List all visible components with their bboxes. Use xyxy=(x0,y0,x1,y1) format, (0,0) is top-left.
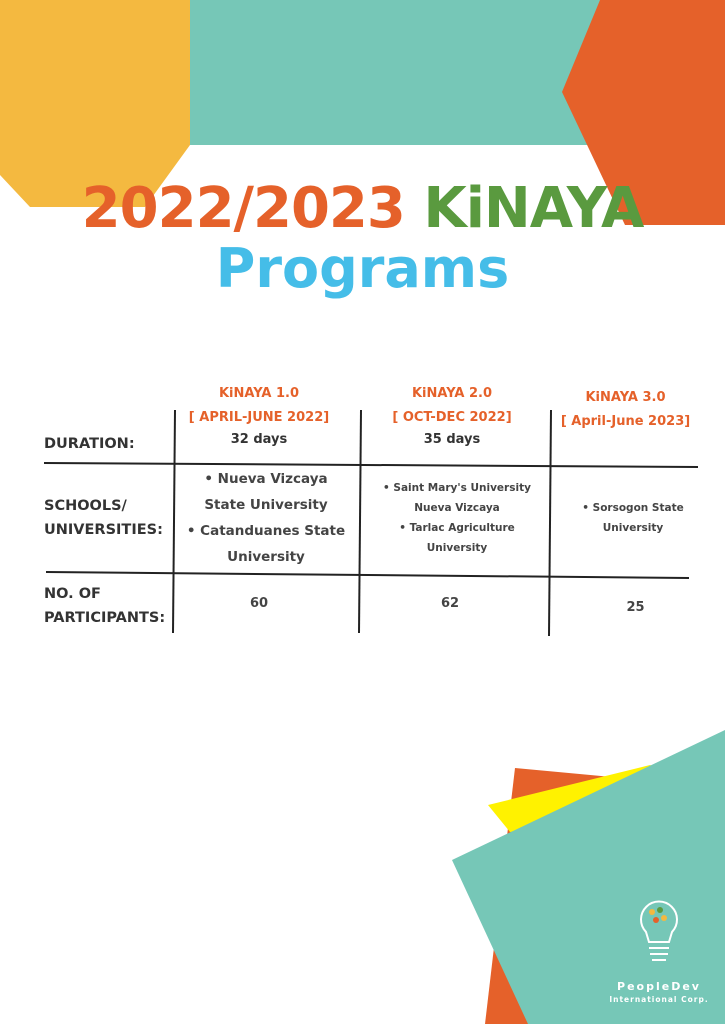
page-title xyxy=(0,178,725,240)
column-header-kinaya-3 xyxy=(553,386,698,434)
participants-kinaya-2: 62 xyxy=(440,596,460,611)
participants-kinaya-3: 25 xyxy=(626,600,645,615)
column-name: KiNAYA 1.0 xyxy=(218,386,299,401)
school-line: • Catanduanes State xyxy=(186,523,346,539)
school-line: • Saint Mary's University xyxy=(383,482,531,494)
school-line: University xyxy=(426,542,488,554)
school-line: University xyxy=(602,522,664,534)
column-name: KiNAYA 3.0 xyxy=(585,390,666,405)
row-label-schools-line2: UNIVERSITIES: xyxy=(44,522,163,538)
title-year: 2022/2023 xyxy=(81,176,405,241)
column-name: KiNAYA 2.0 xyxy=(411,386,492,401)
row-label-schools-line1: SCHOOLS/ xyxy=(44,498,127,514)
schools-list-kinaya-3 xyxy=(553,498,713,538)
schools-list-kinaya-2 xyxy=(364,478,550,558)
row-divider-2 xyxy=(46,572,689,578)
school-line: • Sorsogon State xyxy=(582,502,684,514)
school-line: Nueva Vizcaya xyxy=(414,502,500,514)
row-label-schools xyxy=(44,494,163,542)
row-label-participants-line2: PARTICIPANTS: xyxy=(44,610,166,626)
school-line: • Tarlac Agriculture xyxy=(399,522,515,534)
page-subtitle xyxy=(0,238,725,300)
title-brand: KiNAYA xyxy=(423,176,644,241)
row-label-participants xyxy=(44,582,165,630)
title-programs: Programs xyxy=(215,237,510,300)
column-dates: [ APRIL-JUNE 2022] xyxy=(188,410,330,425)
school-line: • Nueva Vizcaya xyxy=(204,471,328,487)
school-line: University xyxy=(227,549,305,565)
column-dates: [ OCT-DEC 2022] xyxy=(392,410,512,425)
column-duration: 32 days xyxy=(230,432,288,447)
col-divider-1 xyxy=(173,410,175,633)
column-header-kinaya-2 xyxy=(368,382,536,450)
column-header-kinaya-1 xyxy=(178,382,340,450)
logo-name: PeopleDev xyxy=(617,980,701,993)
schools-list-kinaya-1 xyxy=(176,466,356,570)
school-line: State University xyxy=(204,497,328,513)
participants-kinaya-1: 60 xyxy=(249,596,269,611)
company-logo-text xyxy=(604,980,714,1006)
row-label-duration: DURATION: xyxy=(44,436,135,452)
row-label-participants-line1: NO. OF xyxy=(44,586,101,602)
logo-subname: International Corp. xyxy=(609,995,709,1004)
row-divider-1 xyxy=(44,463,698,467)
column-duration: 35 days xyxy=(423,432,481,447)
col-divider-2 xyxy=(359,410,361,633)
column-dates: [ April-June 2023] xyxy=(560,414,691,429)
